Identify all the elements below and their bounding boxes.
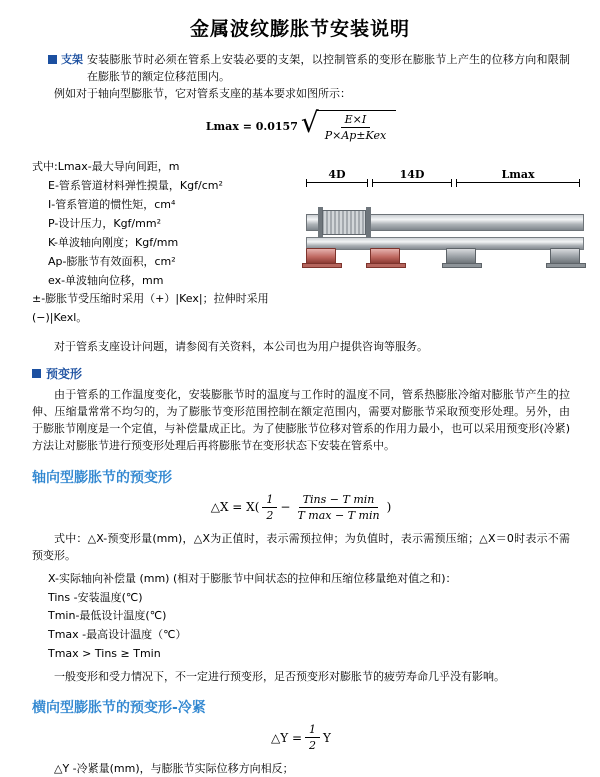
formula-axial-half xyxy=(262,493,277,522)
formula-lmax-lhs: Lmax = 0.0157 xyxy=(205,119,298,133)
formula-lmax-numerator: E×I xyxy=(341,113,371,128)
legend-item: Tmax > Tins ≥ Tmin xyxy=(48,647,161,661)
section-lateral-legend-intro: △Y -冷紧量(mm)，与膨胀节实际位移方向相反； xyxy=(54,762,294,776)
support-legend xyxy=(32,158,290,328)
section-predeform-heading-row xyxy=(32,365,570,382)
section-support-heading: 支架 xyxy=(61,53,83,66)
section-axial-legend xyxy=(32,570,570,665)
support-guide-3 xyxy=(550,248,580,264)
dimension-lmax xyxy=(456,168,580,183)
section-axial-heading: 轴向型膨胀节的预变形 xyxy=(32,469,172,486)
formula-axial-minus: − xyxy=(280,500,291,515)
legend-item: Tmax -最高设计温度（℃） xyxy=(48,628,187,642)
legend-item: Tins -安装温度(℃) xyxy=(48,590,143,604)
legend-item: K-单波轴向刚度；Kgf/mm xyxy=(48,235,179,249)
formula-axial-ratio xyxy=(293,493,383,522)
section-axial-closing: 一般变形和受力情况下，不一定进行预变形，足否预变形对膨胀节的疲劳寿命几乎没有影响。 xyxy=(54,670,505,684)
support-anchor-left xyxy=(306,248,336,264)
pipe-lower xyxy=(306,237,584,250)
formula-lmax-denominator: P×Ap±Kex xyxy=(324,129,387,143)
document-page xyxy=(0,14,600,776)
formula-axial xyxy=(32,493,570,522)
legend-item: ex-单波轴向位移，mm xyxy=(48,273,164,287)
pipe-assembly xyxy=(298,192,588,276)
formula-lateral-num: 1 xyxy=(305,723,320,738)
section-predeform-para1: 由于管系的工作温度变化，安装膨胀节时的温度与工作时的温度不同，管系热膨胀冷缩对膨胀节产生的拉伸、压缩量常常不均匀的，为了膨胀节变形范围控制在额定范围内，需要对膨胀节采取预变形处理。另外，由于膨胀节刚度是一个定值，与补偿量成正比。为了使膨胀节位移对管系的作用力最小，也可以采用预变形(冷紧)方法让对膨胀节进行预变形处理后再将膨胀节在变形状态下安装在管系中。 xyxy=(32,388,570,453)
document-body xyxy=(0,51,600,777)
expansion-joint-diagram xyxy=(298,168,588,276)
section-predeform-heading: 预变形 xyxy=(46,367,83,382)
formula-axial-half-den: 2 xyxy=(266,508,274,522)
square-bullet-icon xyxy=(32,369,41,378)
bellows-icon xyxy=(322,210,366,235)
section-support-closing: 对于管系支座设计问题，请参阅有关资料，本公司也为用户提供咨询等服务。 xyxy=(54,340,428,354)
legend-and-diagram xyxy=(32,152,570,332)
formula-lateral xyxy=(32,723,570,752)
dimension-lmax-label: Lmax xyxy=(501,168,535,182)
legend-intro: 式中:Lmax-最大导向间距，m xyxy=(32,160,180,174)
section-support-intro xyxy=(32,51,570,85)
formula-lateral-half xyxy=(305,723,320,752)
support-guide-1 xyxy=(370,248,400,264)
formula-lmax xyxy=(32,106,570,143)
legend-item: I-管系管道的惯性矩，cm⁴ xyxy=(48,197,176,211)
formula-lateral-den: 2 xyxy=(309,739,317,753)
legend-item: ±-膨胀节受压缩时采用（+）|Kex|；拉伸时采用(−)|Kexl。 xyxy=(32,292,269,325)
formula-lateral-rhs: Y xyxy=(323,730,331,745)
formula-axial-lhs: △X = X( xyxy=(210,500,260,515)
legend-item: E-管系管道材料弹性摸量，Kgf/cm² xyxy=(48,179,223,193)
dimension-14d xyxy=(372,168,452,183)
dimension-14d-label: 14D xyxy=(399,168,425,182)
legend-item: Tmin-最低设计温度(℃) xyxy=(48,609,167,623)
formula-axial-ratio-num: Tins − T min xyxy=(299,493,379,508)
dimension-14d-bar xyxy=(372,182,452,183)
support-guide-2 xyxy=(446,248,476,264)
formula-lmax-radical xyxy=(300,106,396,143)
dimension-lmax-bar xyxy=(456,182,580,183)
legend-item: P-设计压力，Kgf/mm² xyxy=(48,216,161,230)
section-support-para2: 例如对于轴向型膨胀节，它对管系支座的基本要求如图所示： xyxy=(54,87,351,101)
legend-item: Ap-膨胀节有效面积，cm² xyxy=(48,254,176,268)
formula-axial-rparen: ) xyxy=(386,500,392,515)
formula-axial-half-num: 1 xyxy=(262,493,277,508)
dimension-4d-bar xyxy=(306,182,368,183)
section-support-para1: 安装膨胀节时必须在管系上安装必要的支架，以控制管系的变形在膨胀节上产生的位移方向和限制在膨胀节的额定位移范围内。 xyxy=(87,53,570,84)
dimension-4d xyxy=(306,168,368,183)
legend-item: X-实际轴向补偿量 (mm) (相对于膨胀节中间状态的拉伸和压缩位移量绝对值之和)： xyxy=(48,571,457,585)
diagram-dimensions xyxy=(298,168,588,188)
square-bullet-icon xyxy=(48,55,57,64)
section-lateral-heading: 横向型膨胀节的预变形-冷紧 xyxy=(32,700,206,717)
diagram-column xyxy=(296,152,588,276)
section-axial-legend-intro: 式中：△X-预变形量(mm)，△X为正值时，表示需预拉伸；为负值时，表示需预压缩；△X＝0时表示不需预变形。 xyxy=(32,531,570,562)
dimension-4d-label: 4D xyxy=(328,168,346,182)
page-title: 金属波纹膨胀节安装说明 xyxy=(189,18,410,40)
radical-sign-icon: √ xyxy=(300,106,319,140)
formula-axial-ratio-den: T max − T min xyxy=(297,508,380,522)
formula-lateral-lhs: △Y = xyxy=(271,730,303,745)
flange-right-icon xyxy=(366,207,371,238)
